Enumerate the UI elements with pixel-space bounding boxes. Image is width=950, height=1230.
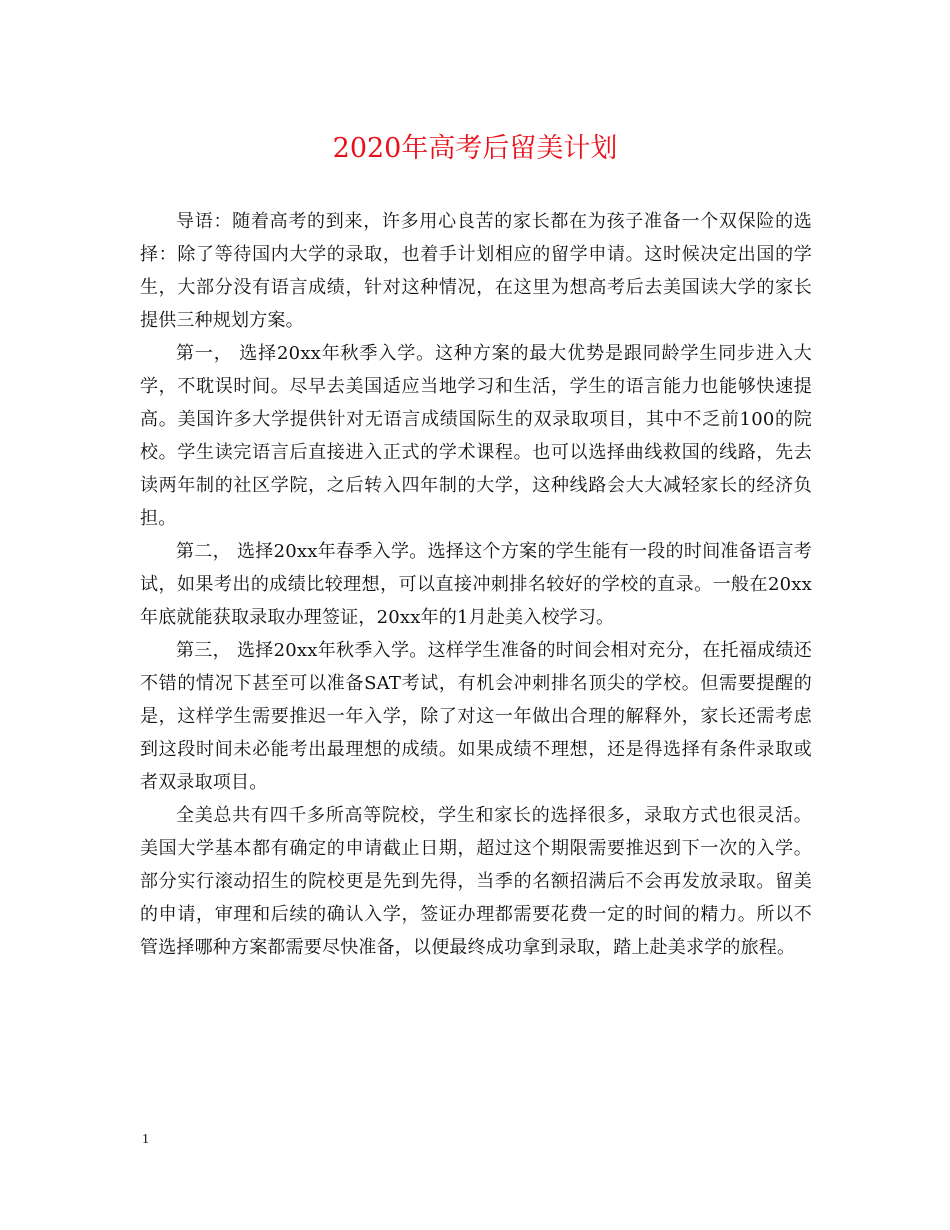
paragraph-option-3: 第三， 选择20xx年秋季入学。这样学生准备的时间会相对充分，在托福成绩还不错的情况下甚至可以准备SAT考试，有机会冲刺排名顶尖的学校。但需要提醒的是，这样学生需要推迟一年入学，除了对这一年做出合理的解释外，家长还需考虑到这段时间未必能考出最理想的成绩。如果成绩不理想，还是得选择有条件录取或者双录取项目。 <box>140 640 812 793</box>
page-number: 1 <box>142 1132 149 1147</box>
paragraph-intro: 导语：随着高考的到来，许多用心良苦的家长都在为孩子准备一个双保险的选择：除了等待国内大学的录取，也着手计划相应的留学申请。这时候决定出国的学生，大部分没有语言成绩，针对这种情况，在这里为想高考后去美国读大学的家长提供三种规划方案。 <box>140 211 812 331</box>
document-title: 2020年高考后留美计划 <box>332 133 618 164</box>
paragraph-option-1: 第一， 选择20xx年秋季入学。这种方案的最大优势是跟同龄学生同步进入大学，不耽误时间。尽早去美国适应当地学习和生活，学生的语言能力也能够快速提高。美国许多大学提供针对无语言成绩国际生的双录取项目，其中不乏前100的院校。学生读完语言后直接进入正式的学术课程。也可以选择曲线救国的线路，先去读两年制的社区学院，之后转入四年制的大学，这种线路会大大减轻家长的经济负担。 <box>140 343 812 529</box>
paragraph-option-2: 第二， 选择20xx年春季入学。选择这个方案的学生能有一段的时间准备语言考试，如果考出的成绩比较理想，可以直接冲刺排名较好的学校的直录。一般在20xx年底就能获取录取办理签证，20xx年的1月赴美入校学习。 <box>140 541 812 628</box>
paragraph-conclusion: 全美总共有四千多所高等院校，学生和家长的选择很多，录取方式也很灵活。美国大学基本都有确定的申请截止日期，超过这个期限需要推迟到下一次的入学。部分实行滚动招生的院校更是先到先得，当季的名额招满后不会再发放录取。留美的申请，审理和后续的确认入学，签证办理都需要花费一定的时间的精力。所以不管选择哪种方案都需要尽快准备，以便最终成功拿到录取，踏上赴美求学的旅程。 <box>140 805 812 958</box>
document-body <box>140 205 812 964</box>
